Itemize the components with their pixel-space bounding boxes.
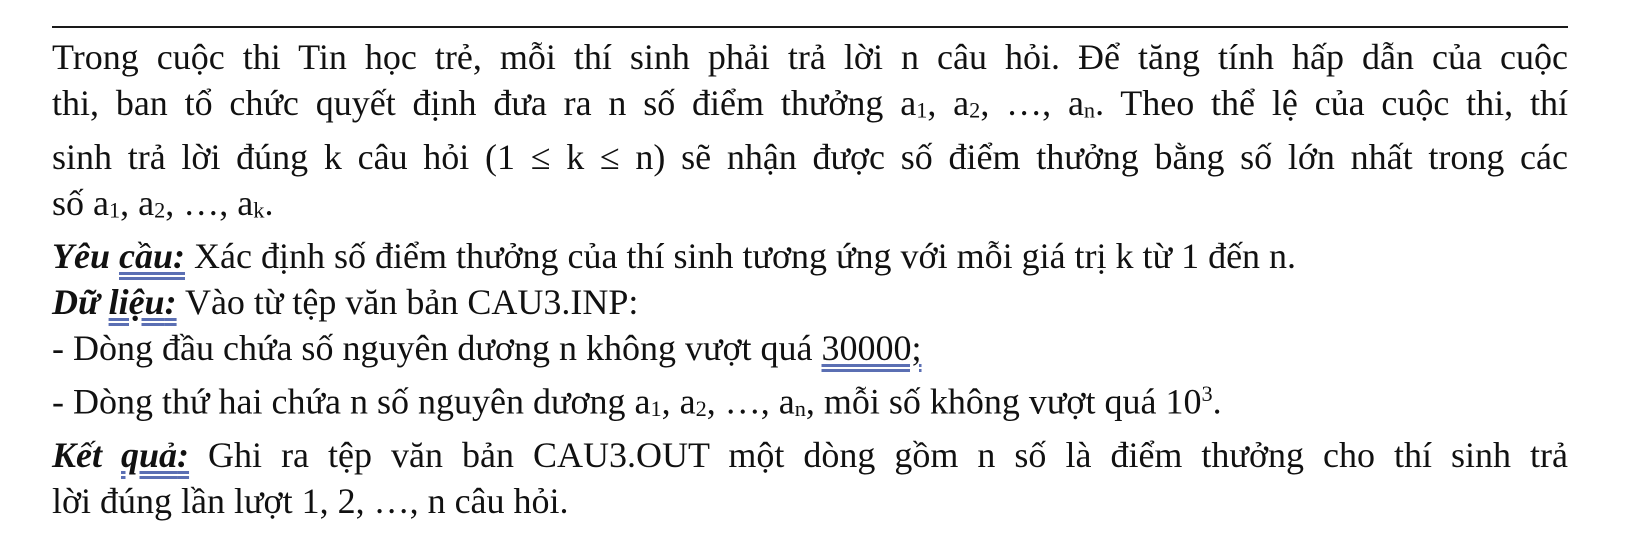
input-bullet-1 (52, 325, 1568, 371)
subscript-1: 1 (916, 97, 928, 123)
intro-text-4d: . (264, 182, 274, 223)
requirement-label-b: cầu (119, 236, 173, 277)
input-bullet-2-text-b: , a (661, 381, 696, 422)
intro-line-3 (52, 134, 1568, 180)
subscript-k: k (253, 197, 265, 223)
requirement-label-colon: : (173, 236, 185, 277)
intro-text-4a: số a (52, 182, 109, 223)
subscript-2: 2 (695, 396, 707, 422)
intro-line-1 (52, 34, 1568, 80)
input-bullet-2-text-a: - Dòng thứ hai chứa n số nguyên dương a (52, 381, 651, 422)
intro-text-2a: thi, ban tổ chức quyết định đưa ra n số điểm thưởng a (52, 83, 917, 123)
input-label-a: Dữ (52, 282, 109, 323)
requirement-label-a: Yêu (52, 236, 119, 277)
requirement-text: Xác định số điểm thưởng của thí sinh tương ứng với mỗi giá trị k từ 1 đến n. (185, 236, 1297, 277)
output-label-a: Kết (52, 435, 122, 476)
input-bullet-1-text: - Dòng đầu chứa số nguyên dương n không vượt quá (52, 328, 822, 369)
intro-text-2b: , a (927, 83, 970, 123)
intro-text-2c: , …, a (980, 83, 1084, 123)
intro-text-2d: . Theo thể lệ của cuộc thi, thí (1095, 83, 1568, 123)
intro-text-4b: , a (120, 182, 155, 223)
subscript-2: 2 (154, 197, 166, 223)
requirement-section (52, 233, 1568, 279)
input-bullet-2 (52, 371, 1568, 432)
output-line-2 (52, 478, 1568, 524)
intro-text-1: Trong cuộc thi Tin học trẻ, mỗi thí sinh phải trả lời n câu hỏi. Để tăng tính hấp dẫn của cuộc (52, 37, 1568, 77)
input-bullet-2-text-e: . (1212, 381, 1222, 422)
subscript-n: n (794, 396, 806, 422)
intro-line-2 (52, 80, 1568, 134)
input-text: Vào từ tệp văn bản CAU3.INP: (176, 282, 639, 323)
input-bullet-1-value: 30000; (821, 328, 922, 369)
input-label-colon: : (164, 282, 177, 323)
output-text-1: Ghi ra tệp văn bản CAU3.OUT một dòng gồm n số là điểm thưởng cho thí sinh trả (189, 435, 1568, 476)
intro-text-3: sinh trả lời đúng k câu hỏi (1 ≤ k ≤ n) sẽ nhận được số điểm thưởng bằng số lớn nhất trong các (52, 136, 1568, 177)
problem-statement (52, 34, 1568, 524)
intro-text-4c: , …, a (165, 182, 254, 223)
subscript-2: 2 (969, 97, 981, 123)
output-section (52, 432, 1568, 478)
superscript-3: 3 (1201, 381, 1213, 407)
subscript-1: 1 (109, 197, 121, 223)
output-label-colon: : (177, 435, 190, 476)
subscript-n: n (1083, 97, 1096, 123)
output-label-b: quả (121, 435, 178, 476)
intro-line-4 (52, 180, 1568, 234)
input-bullet-2-text-d: , mỗi số không vượt quá 10 (805, 381, 1202, 422)
output-text-2: lời đúng lần lượt 1, 2, …, n câu hỏi. (52, 481, 569, 522)
subscript-1: 1 (650, 396, 662, 422)
input-bullet-2-text-c: , …, a (706, 381, 795, 422)
top-rule (52, 26, 1568, 28)
input-section (52, 279, 1568, 325)
input-label-b: liệu (108, 282, 165, 323)
